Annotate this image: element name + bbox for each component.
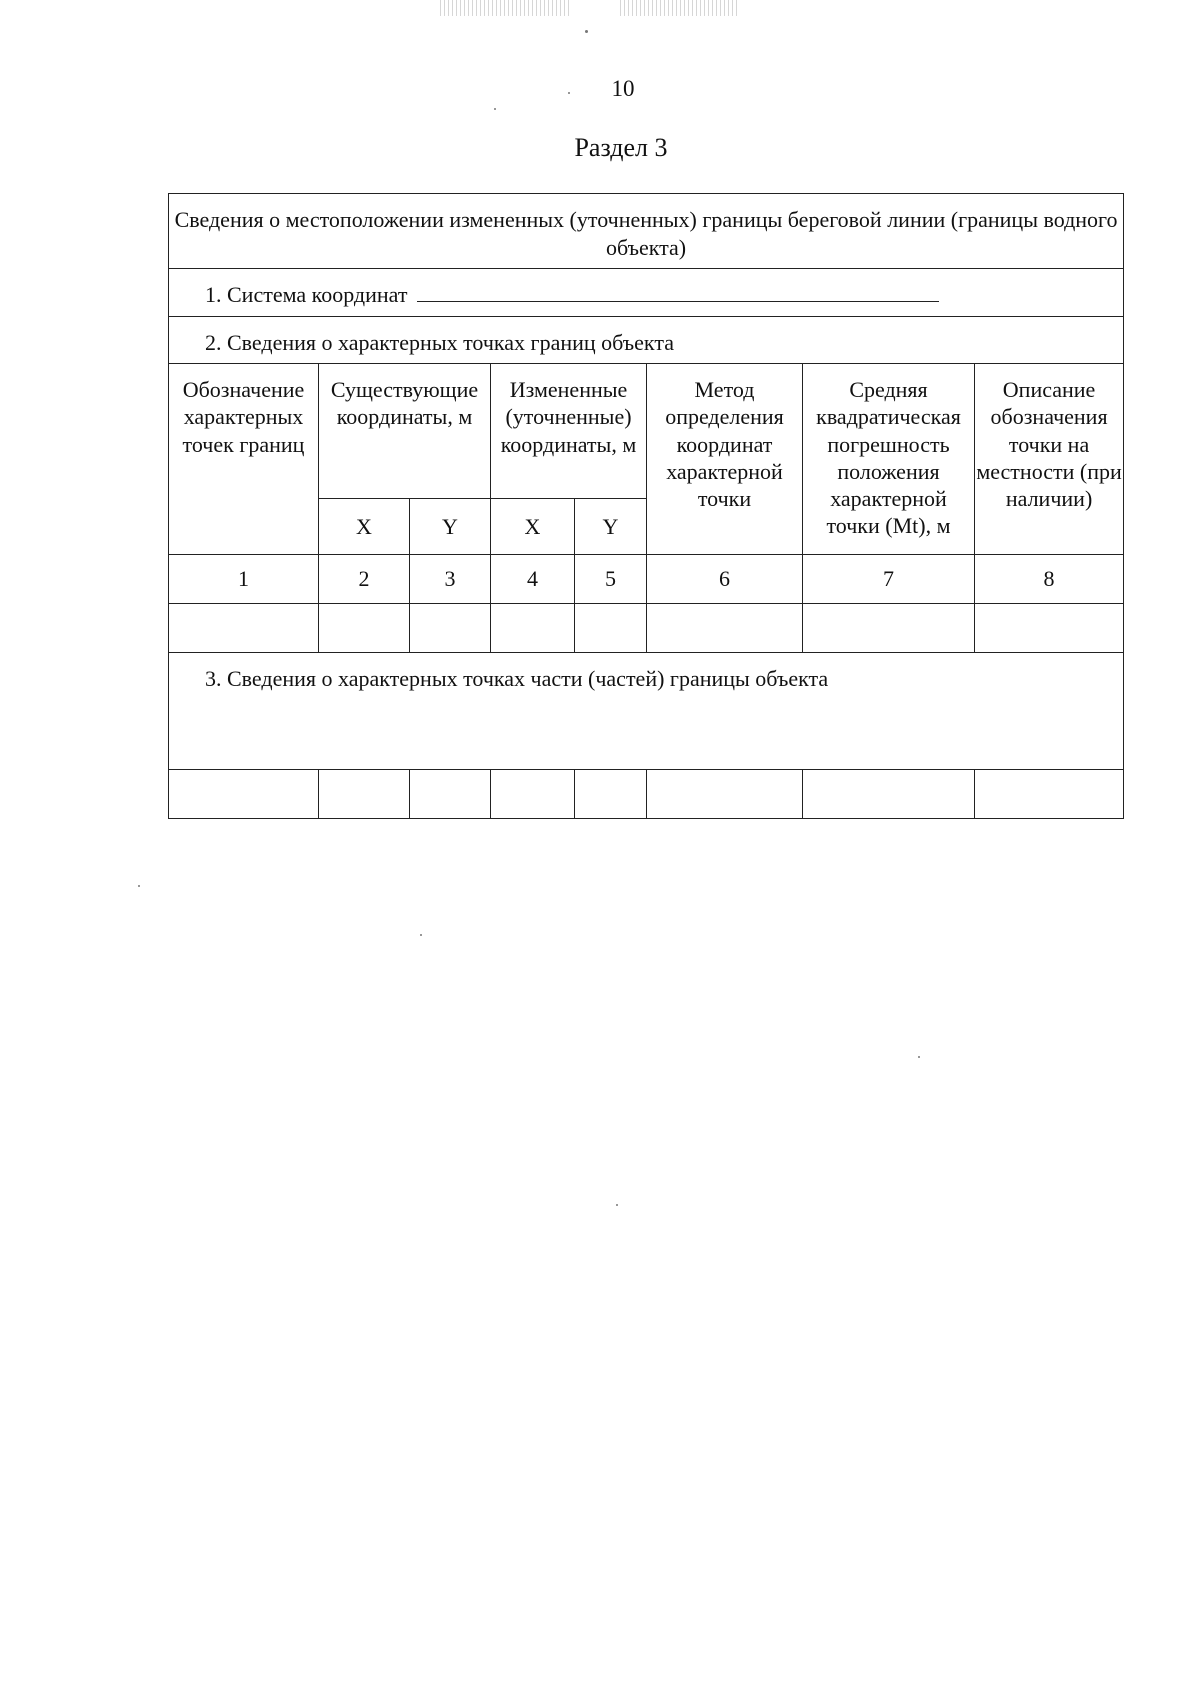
col-existing-coords-header: Существующие координаты, м xyxy=(319,364,491,499)
table-cell[interactable] xyxy=(319,604,410,653)
column-number: 1 xyxy=(169,555,319,604)
subcol-existing-y: Y xyxy=(410,499,491,555)
scan-speck xyxy=(138,885,140,887)
scan-speck xyxy=(420,934,422,936)
table-cell[interactable] xyxy=(491,604,575,653)
points-heading: 2. Сведения о характерных точках границ объекта xyxy=(169,317,1124,364)
scan-artifact xyxy=(440,0,570,16)
page-number: 10 xyxy=(611,76,635,101)
table-cell[interactable] xyxy=(975,604,1124,653)
table-row xyxy=(169,604,1124,653)
table-cell[interactable] xyxy=(169,604,319,653)
table-cell[interactable] xyxy=(975,770,1124,819)
coordinate-system-row xyxy=(169,269,1124,317)
table-cell[interactable] xyxy=(410,770,491,819)
scan-speck xyxy=(918,1056,920,1058)
subcol-changed-x: X xyxy=(491,499,575,555)
scan-speck xyxy=(616,1204,618,1206)
table-cell[interactable] xyxy=(319,770,410,819)
boundary-points-table xyxy=(168,193,1124,819)
table-row xyxy=(169,770,1124,819)
table-cell[interactable] xyxy=(575,604,647,653)
col-mean-error-header: Средняя квадратическая погрешность положения характерной точки (Mt), м xyxy=(803,364,975,555)
col-changed-coords-header: Измененные (уточненные) координаты, м xyxy=(491,364,647,499)
column-number: 8 xyxy=(975,555,1124,604)
table-cell[interactable] xyxy=(491,770,575,819)
col-designation-header: Обозначение характерных точек границ xyxy=(169,364,319,555)
column-number: 7 xyxy=(803,555,975,604)
scan-artifact xyxy=(620,0,740,16)
table-cell[interactable] xyxy=(575,770,647,819)
table-cell[interactable] xyxy=(803,770,975,819)
scan-speck xyxy=(585,30,588,33)
column-number: 6 xyxy=(647,555,803,604)
column-number: 2 xyxy=(319,555,410,604)
scan-speck xyxy=(494,108,496,110)
column-number: 3 xyxy=(410,555,491,604)
table-cell[interactable] xyxy=(410,604,491,653)
coordinate-system-input-line[interactable] xyxy=(417,281,939,302)
section-title: Раздел 3 xyxy=(574,133,668,162)
subcol-changed-y: Y xyxy=(575,499,647,555)
table-cell[interactable] xyxy=(647,604,803,653)
col-method-header: Метод определения координат характерной точки xyxy=(647,364,803,555)
table-cell[interactable] xyxy=(647,770,803,819)
table-cell[interactable] xyxy=(803,604,975,653)
table-heading: Сведения о местоположении измененных (уточненных) границы береговой линии (границы водного объекта) xyxy=(169,194,1124,269)
coordinate-system-label: 1. Система координат xyxy=(205,282,408,307)
col-description-header: Описание обозначения точки на местности (при наличии) xyxy=(975,364,1124,555)
table-cell[interactable] xyxy=(169,770,319,819)
subcol-existing-x: X xyxy=(319,499,410,555)
parts-heading: 3. Сведения о характерных точках части (частей) границы объекта xyxy=(169,653,1124,770)
column-number: 4 xyxy=(491,555,575,604)
column-number: 5 xyxy=(575,555,647,604)
